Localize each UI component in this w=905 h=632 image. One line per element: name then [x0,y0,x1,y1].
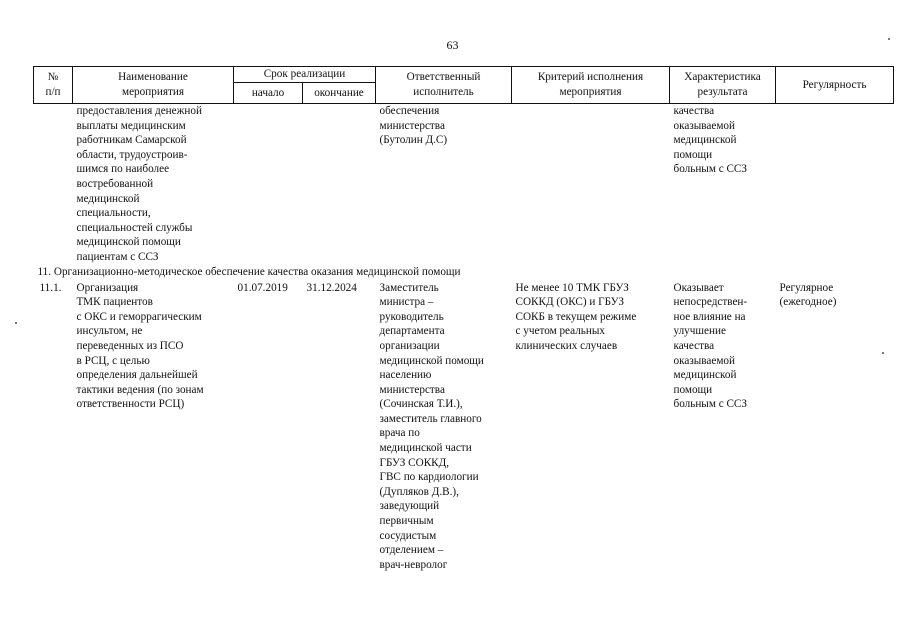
cell-start [234,104,303,265]
scan-speck [882,352,884,354]
header-criterion: Критерий исполнения мероприятия [512,67,670,104]
cell-responsible: Заместитель министра – руководитель департамента организации медицинской помощи населению министерства (Сочинская Т.И.), заместитель главного врача по медицинской части ГБУЗ СОККД, ГВС по кардиологии (Дупляков Д.В.), заведующий первичным сосудистым отделением – врач-невролог [379,281,484,571]
table-row [34,281,894,573]
header-end: окончание [303,83,376,104]
cell-name: Организация ТМК пациентов с ОКС и геморрагическим инсультом, не переведенных из ПСО в РСЦ, с целью определения дальнейшей тактики ведения (по зонам ответственности РСЦ) [76,281,204,411]
cell-end: 31.12.2024 [306,281,357,294]
scan-speck [15,322,17,324]
header-num: № п/п [34,67,73,104]
cell-regularity: Регулярное (ежегодное) [779,281,837,309]
cell-result: качества оказываемой медицинской помощи больным с ССЗ [673,105,747,176]
section-title: 11. Организационно-методическое обеспечение качества оказания медицинской помощи [37,265,461,278]
section-row [34,265,894,281]
cell-start: 01.07.2019 [237,281,288,294]
scan-speck [888,38,890,40]
cell-criterion: Не менее 10 ТМК ГБУЗ СОККД (ОКС) и ГБУЗ СОКБ в текущем режиме с учетом реальных клинических случаев [515,281,637,352]
cell-responsible: обеспечения министерства (Бутолин Д.С) [379,105,448,147]
cell-regularity [776,104,894,265]
header-start: начало [234,83,303,104]
cell-result: Оказывает непосредствен- ное влияние на улучшение качества оказываемой медицинской помощи больным с ССЗ [673,281,748,411]
page-number: 63 [446,38,459,52]
table-row-continued [34,104,894,265]
cell-num: 11.1. [39,281,62,294]
header-period: Срок реализации [234,67,376,83]
cell-criterion [512,104,670,265]
header-result: Характеристика результата [670,67,776,104]
action-plan-table [33,66,894,572]
header-responsible: Ответственный исполнитель [376,67,512,104]
cell-name: предоставления денежной выплаты медицинским работникам Самарской области, трудоустроив- шимся по наиболее востребованной медицинской специальности, специальностей службы медицинской помощи пациентам с ССЗ [76,105,202,263]
header-name: Наименование мероприятия [73,67,234,104]
header-regularity: Регулярность [776,67,894,104]
cell-num [34,104,73,265]
table-header [34,67,894,104]
cell-end [303,104,376,265]
